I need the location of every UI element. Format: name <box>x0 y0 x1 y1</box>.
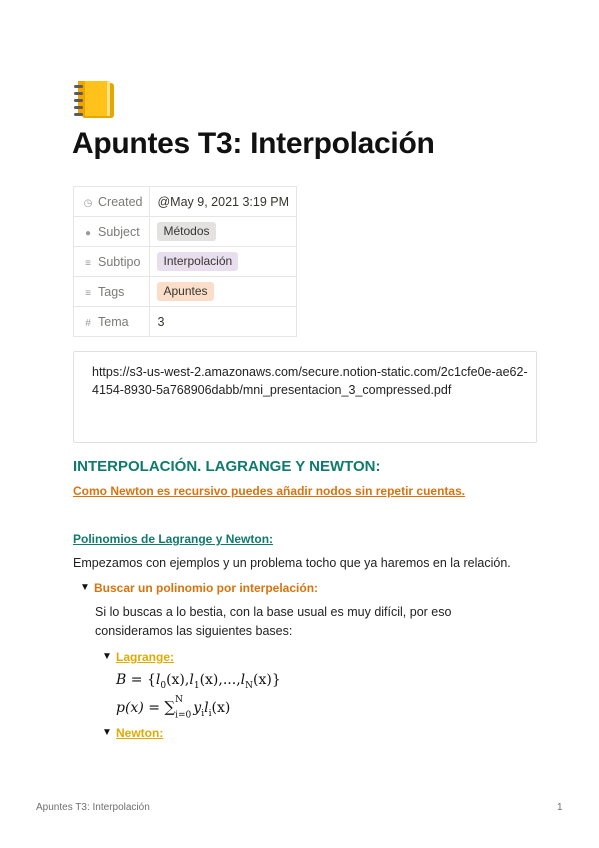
property-row-subject <box>74 217 297 247</box>
subject-tag: Métodos <box>157 222 215 241</box>
lagrange-polynomial-formula <box>116 696 230 720</box>
property-name-cell <box>74 187 150 217</box>
math-subscript: i <box>208 708 212 719</box>
math-symbol: } <box>271 672 281 688</box>
property-value-cell[interactable] <box>150 217 297 247</box>
section-heading: INTERPOLACIÓN. LAGRANGE Y NEWTON: <box>73 458 381 475</box>
toggle-lagrange[interactable]: Lagrange: <box>116 650 175 664</box>
highlight-note: Como Newton es recursivo puedes añadir nodos sin repetir cuentas. <box>73 484 466 498</box>
math-symbol: (x) <box>166 672 185 688</box>
sum-lower-limit: i=0 <box>175 710 192 721</box>
toggle-triangle-icon[interactable]: ▼ <box>102 651 112 662</box>
math-symbol: y <box>193 700 202 717</box>
property-name-cell <box>74 277 150 307</box>
math-symbol: , <box>218 672 223 688</box>
math-symbol: (x) <box>253 672 272 688</box>
notebook-icon <box>73 80 117 120</box>
footer-title: Apuntes T3: Interpolación <box>36 802 150 813</box>
math-subscript: i <box>201 708 205 719</box>
tags-tag: Apuntes <box>157 282 213 301</box>
created-date: @May 9, 2021 3:19 PM <box>157 194 289 209</box>
math-symbol: = <box>148 700 160 717</box>
property-row-tema <box>74 307 297 337</box>
properties-table <box>73 186 297 337</box>
math-symbol: l <box>155 672 161 688</box>
property-row-tags <box>74 277 297 307</box>
property-name: Tema <box>98 314 129 329</box>
property-value-cell[interactable] <box>150 307 297 337</box>
lagrange-basis-formula <box>116 672 281 691</box>
toggle-newton[interactable]: Newton: <box>116 726 164 740</box>
toggle-body-paragraph: Si lo buscas a lo bestia, con la base usual es muy difícil, por eso consideramos las siguientes bases: <box>95 605 452 638</box>
property-name: Tags <box>98 284 125 299</box>
select-icon: ● <box>84 227 92 239</box>
math-symbol: ... <box>222 672 237 688</box>
property-name: Created <box>98 194 143 209</box>
property-name-cell <box>74 307 150 337</box>
tema-value: 3 <box>157 314 165 329</box>
subsection-heading: Polinomios de Lagrange y Newton: <box>73 532 274 546</box>
page-number: 1 <box>557 802 563 813</box>
bookmark-block[interactable] <box>73 351 537 443</box>
property-row-created <box>74 187 297 217</box>
math-subscript: 1 <box>193 680 200 691</box>
bookmark-url[interactable]: https://s3-us-west-2.amazonaws.com/secure.notion-static.com/2c1cfe0e-ae62-4154-8930-5a768906dabb/mni_presentacion_3_compressed.pdf <box>92 365 528 397</box>
property-value-cell[interactable] <box>150 187 297 217</box>
intro-paragraph: Empezamos con ejemplos y un problema tocho que ya haremos en la relación. <box>73 556 511 570</box>
property-value-cell[interactable] <box>150 247 297 277</box>
property-name: Subject <box>98 224 140 239</box>
property-row-subtipo <box>74 247 297 277</box>
property-name-cell <box>74 247 150 277</box>
clock-icon: ◷ <box>83 197 93 209</box>
sum-symbol: ∑ <box>164 698 176 717</box>
subtipo-tag: Interpolación <box>157 252 238 271</box>
list-icon: ≡ <box>85 257 91 269</box>
property-name-cell <box>74 217 150 247</box>
list-icon: ≡ <box>85 287 91 299</box>
hash-icon: # <box>85 317 91 329</box>
math-symbol: (x) <box>199 672 219 688</box>
math-symbol: , <box>184 672 190 688</box>
math-subscript: 0 <box>160 680 167 691</box>
page-title: Apuntes T3: Interpolación <box>72 127 435 160</box>
math-symbol: l <box>189 672 194 688</box>
toggle-buscar-polinomio[interactable]: Buscar un polinomio por interpelación: <box>94 581 319 595</box>
math-symbol: , <box>236 672 241 688</box>
math-symbol: p(x) <box>116 700 144 717</box>
math-symbol: (x) <box>211 700 231 717</box>
math-symbol: l <box>204 700 209 717</box>
sum-upper-limit: N <box>175 695 184 705</box>
toggle-triangle-icon[interactable]: ▼ <box>80 582 90 593</box>
property-name: Subtipo <box>98 254 141 269</box>
math-symbol: l <box>240 672 246 688</box>
toggle-triangle-icon[interactable]: ▼ <box>102 727 112 738</box>
math-symbol: B <box>116 672 127 688</box>
math-symbol: { <box>146 672 156 688</box>
property-value-cell[interactable] <box>150 277 297 307</box>
math-symbol: = <box>130 672 143 688</box>
math-subscript: N <box>245 680 254 691</box>
